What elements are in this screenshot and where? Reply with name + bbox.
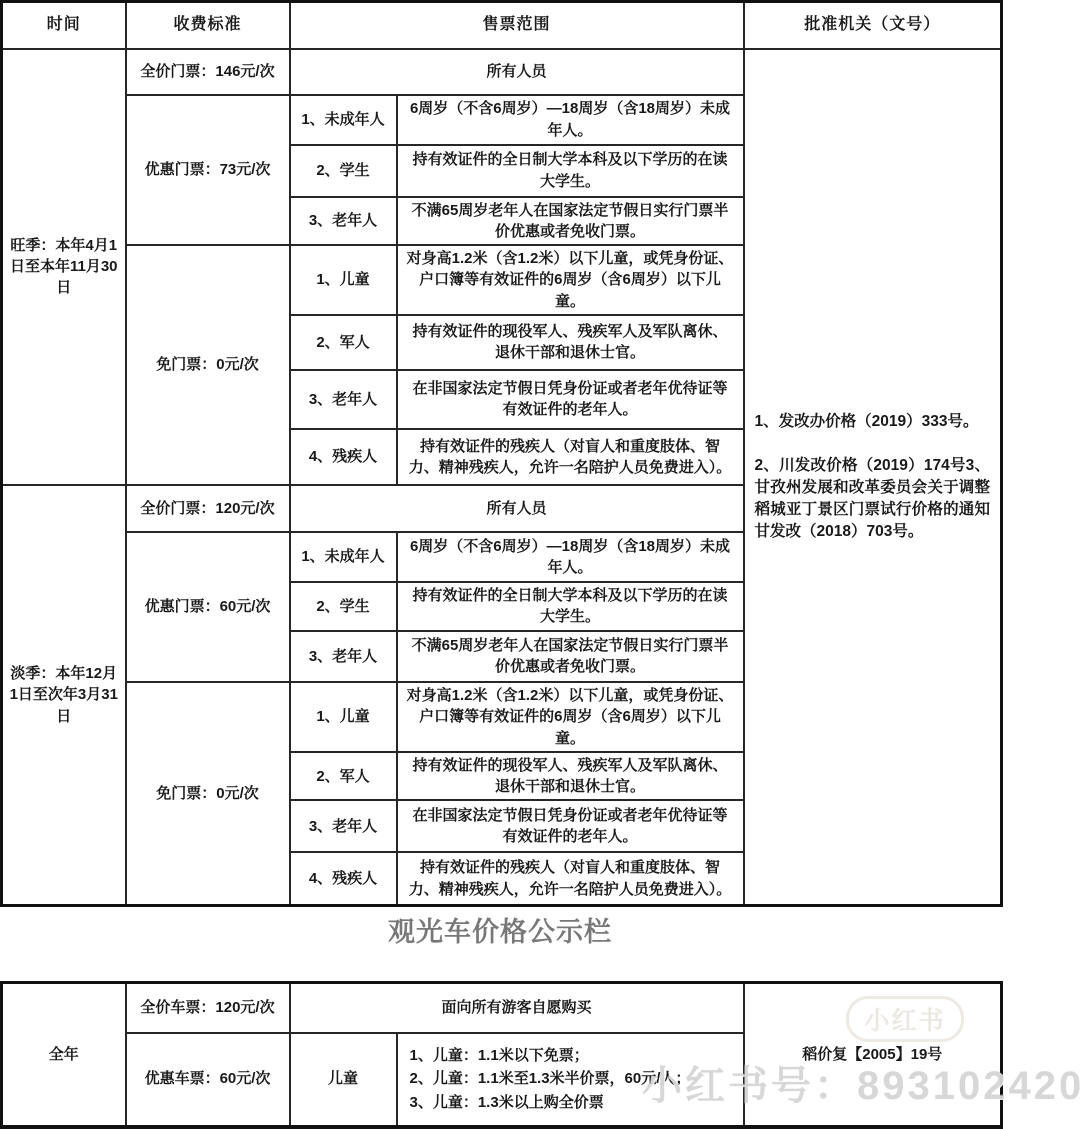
season2-time-cell: 淡季：本年12月1日至次年3月31日 bbox=[2, 485, 126, 905]
description-cell: 对身高1.2米（含1.2米）以下儿童，或凭身份证、户口簿等有效证件的6周岁（含6周岁）以下儿童。 bbox=[397, 682, 744, 752]
description-cell: 6周岁（不含6周岁）—18周岁（含18周岁）未成年人。 bbox=[397, 95, 744, 145]
approval-item-1: 1、发改办价格（2019）333号。 bbox=[754, 412, 979, 430]
description-cell: 持有效证件的现役军人、残疾军人及军队离休、退休干部和退休士官。 bbox=[397, 752, 744, 801]
category-cell: 2、学生 bbox=[290, 582, 397, 631]
category-cell: 3、老年人 bbox=[290, 197, 397, 246]
season2-discount-price-cell: 优惠门票：60元/次 bbox=[126, 532, 290, 682]
description-cell: 在非国家法定节假日凭身份证或者老年优待证等有效证件的老年人。 bbox=[397, 370, 744, 429]
category-cell: 1、未成年人 bbox=[290, 532, 397, 582]
bus-description-cell bbox=[397, 1033, 744, 1127]
season1-time-cell: 旺季：本年4月1日至本年11月30日 bbox=[2, 49, 126, 485]
bus-desc-line: 1、儿童：1.1米以下免票； bbox=[409, 1047, 589, 1065]
category-cell: 3、老年人 bbox=[290, 631, 397, 682]
description-cell: 持有效证件的现役军人、残疾军人及军队离休、退休干部和退休士官。 bbox=[397, 315, 744, 370]
description-cell: 不满65周岁老年人在国家法定节假日实行门票半价优惠或者免收门票。 bbox=[397, 631, 744, 682]
description-cell: 持有效证件的全日制大学本科及以下学历的在读大学生。 bbox=[397, 145, 744, 197]
xiaohongshu-id-watermark: 小红书号：893102420 bbox=[642, 1064, 1084, 1108]
bus-price-section-title: 观光车价格公示栏 bbox=[388, 917, 612, 947]
bus-desc-line: 2、儿童：1.1米至1.3米半价票，60元/人； bbox=[409, 1070, 691, 1088]
category-cell: 3、老年人 bbox=[290, 800, 397, 852]
header-row bbox=[2, 2, 1002, 49]
header-standard: 收费标准 bbox=[126, 2, 290, 49]
season1-free-price-cell: 免门票：0元/次 bbox=[126, 245, 290, 485]
category-cell: 1、未成年人 bbox=[290, 95, 397, 145]
bus-full-scope-cell: 面向所有游客自愿购买 bbox=[290, 983, 744, 1033]
season1-full-scope-cell: 所有人员 bbox=[290, 49, 744, 95]
description-cell: 6周岁（不含6周岁）—18周岁（含18周岁）未成年人。 bbox=[397, 532, 744, 582]
season2-full-price-cell: 全价门票：120元/次 bbox=[126, 485, 290, 532]
bus-desc-line: 3、儿童：1.3米以上购全价票 bbox=[409, 1093, 604, 1111]
bus-full-price-cell: 全价车票：120元/次 bbox=[126, 983, 290, 1033]
description-cell: 持有效证件的全日制大学本科及以下学历的在读大学生。 bbox=[397, 582, 744, 631]
description-cell: 在非国家法定节假日凭身份证或者老年优待证等有效证件的老年人。 bbox=[397, 800, 744, 852]
header-time: 时间 bbox=[2, 2, 126, 49]
bus-discount-price-cell: 优惠车票：60元/次 bbox=[126, 1033, 290, 1127]
category-cell: 4、残疾人 bbox=[290, 852, 397, 905]
season2-free-price-cell: 免门票：0元/次 bbox=[126, 682, 290, 905]
bus-category-cell: 儿童 bbox=[290, 1033, 397, 1127]
description-cell: 持有效证件的残疾人（对盲人和重度肢体、智力、精神残疾人，允许一名陪护人员免费进入）。 bbox=[397, 852, 744, 905]
table-row bbox=[2, 49, 1002, 95]
description-cell: 对身高1.2米（含1.2米）以下儿童，或凭身份证、户口簿等有效证件的6周岁（含6周岁）以下儿童。 bbox=[397, 245, 744, 315]
season2-full-scope-cell: 所有人员 bbox=[290, 485, 744, 532]
table-row bbox=[2, 983, 1002, 1033]
xiaohongshu-badge-watermark: 小红书 bbox=[846, 996, 964, 1042]
category-cell: 2、军人 bbox=[290, 752, 397, 801]
description-cell: 持有效证件的残疾人（对盲人和重度肢体、智力、精神残疾人，允许一名陪护人员免费进入）。 bbox=[397, 429, 744, 485]
description-cell: 不满65周岁老年人在国家法定节假日实行门票半价优惠或者免收门票。 bbox=[397, 197, 744, 246]
category-cell: 2、学生 bbox=[290, 145, 397, 197]
approval-authority-cell bbox=[744, 49, 1002, 906]
category-cell: 1、儿童 bbox=[290, 682, 397, 752]
bus-price-table bbox=[0, 981, 1003, 1129]
bus-time-cell: 全年 bbox=[2, 983, 126, 1127]
category-cell: 2、军人 bbox=[290, 315, 397, 370]
bus-approval-cell: 稻价复【2005】19号 bbox=[744, 983, 1002, 1127]
season1-full-price-cell: 全价门票：146元/次 bbox=[126, 49, 290, 95]
header-approval: 批准机关（文号） bbox=[744, 2, 1002, 49]
category-cell: 4、残疾人 bbox=[290, 429, 397, 485]
category-cell: 1、儿童 bbox=[290, 245, 397, 315]
season1-discount-price-cell: 优惠门票：73元/次 bbox=[126, 95, 290, 246]
header-scope: 售票范围 bbox=[290, 2, 744, 49]
category-cell: 3、老年人 bbox=[290, 370, 397, 429]
approval-item-2: 2、川发改价格（2019）174号3、甘孜州发展和改革委员会关于调整稻城亚丁景区门票试行价格的通知甘发改（2018）703号。 bbox=[754, 456, 991, 540]
